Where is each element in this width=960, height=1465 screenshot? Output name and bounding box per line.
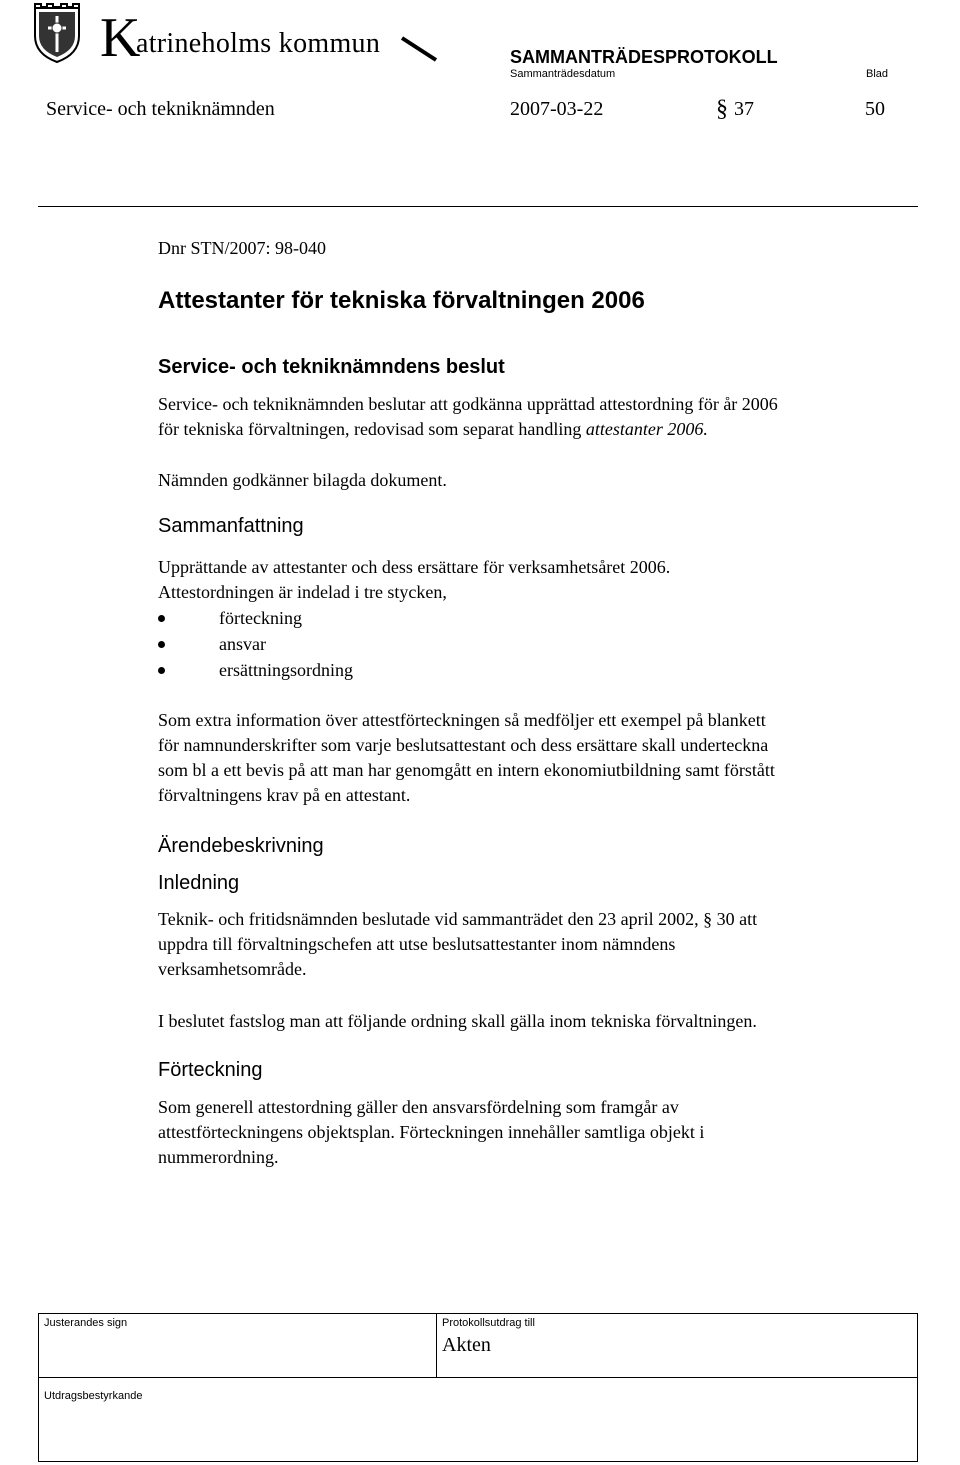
decision-document-reference: attestanter 2006. <box>585 419 708 439</box>
meeting-date-label: Sammanträdesdatum <box>510 68 616 80</box>
list-item: ansvar <box>219 634 266 654</box>
decided-order-statement: I beslutet fastslog man att följande ordning skall gälla inom tekniska förvaltningen. <box>158 1011 757 1031</box>
summary-heading: Sammanfattning <box>158 515 304 537</box>
signature-box-divider <box>38 1377 918 1378</box>
list-item: förteckning <box>219 608 302 628</box>
list-item: ersättningsordning <box>219 660 353 680</box>
logo-wordmark: atrineholms kommun <box>136 28 381 59</box>
decision-line <box>158 417 708 443</box>
certification-label: Utdragsbestyrkande <box>44 1390 143 1402</box>
extra-info-line: förvaltningens krav på en attestant. <box>158 785 411 805</box>
decision-heading: Service- och tekniknämndens beslut <box>158 356 505 378</box>
page-title: Attestanter för tekniska förvaltningen 2006 <box>158 287 645 314</box>
bullet-icon <box>158 641 165 648</box>
list-description-line: attestförteckningens objektsplan. Förteckningen innehåller samtliga objekt i <box>158 1122 705 1142</box>
header-divider <box>38 206 918 207</box>
excerpt-recipient-label: Protokollsutdrag till <box>442 1317 535 1329</box>
signature-label: Justerandes sign <box>44 1317 128 1329</box>
introduction-line: Teknik- och fritidsnämnden beslutade vid sammanträdet den 23 april 2002, § 30 att <box>158 909 758 929</box>
signature-box-column-divider <box>436 1313 437 1377</box>
case-number: Dnr STN/2007: 98-040 <box>158 238 326 258</box>
excerpt-recipient: Akten <box>442 1334 491 1356</box>
committee-name: Service- och tekniknämnden <box>46 98 275 120</box>
case-description-heading: Ärendebeskrivning <box>158 835 324 857</box>
extra-info-line: som bl a ett bevis på att man har genomgått en intern ekonomiutbildning samt förstått <box>158 760 775 780</box>
decision-line: Service- och tekniknämnden beslutar att godkänna upprättad attestordning för år 2006 <box>158 394 778 414</box>
extra-info-line: Som extra information över attestförteckningen så medföljer ett exempel på blankett <box>158 710 766 730</box>
introduction-heading: Inledning <box>158 872 240 894</box>
list-heading: Förteckning <box>158 1059 263 1081</box>
page-label: Blad <box>866 68 889 80</box>
page-number: 50 <box>865 98 885 120</box>
extra-info-line: för namnunderskrifter som varje beslutsattestant och dess ersättare skall underteckna <box>158 735 769 755</box>
introduction-line: uppdra till förvaltningschefen att utse beslutsattestanter inom nämndens <box>158 934 676 954</box>
bullet-icon <box>158 667 165 674</box>
list-description-line: nummerordning. <box>158 1147 279 1167</box>
paragraph-sign: § <box>716 96 728 122</box>
bullet-icon <box>158 615 165 622</box>
list-description-line: Som generell attestordning gäller den ansvarsfördelning som framgår av <box>158 1097 679 1117</box>
paragraph-number: 37 <box>734 98 754 120</box>
document-type: SAMMANTRÄDESPROTOKOLL <box>510 47 778 67</box>
meeting-date: 2007-03-22 <box>510 98 604 120</box>
logo-swoosh-graphic <box>400 36 440 64</box>
decision-line-text: för tekniska förvaltningen, redovisad som separat handling <box>158 419 586 439</box>
summary-line: Upprättande av attestanter och dess ersättare för verksamhetsåret 2006. <box>158 557 671 577</box>
approval-statement: Nämnden godkänner bilagda dokument. <box>158 470 447 490</box>
introduction-line: verksamhetsområde. <box>158 959 307 979</box>
summary-line: Attestordningen är indelad i tre stycken, <box>158 582 447 602</box>
municipality-crest-logo <box>32 2 82 64</box>
logo-initial: K <box>100 7 141 69</box>
